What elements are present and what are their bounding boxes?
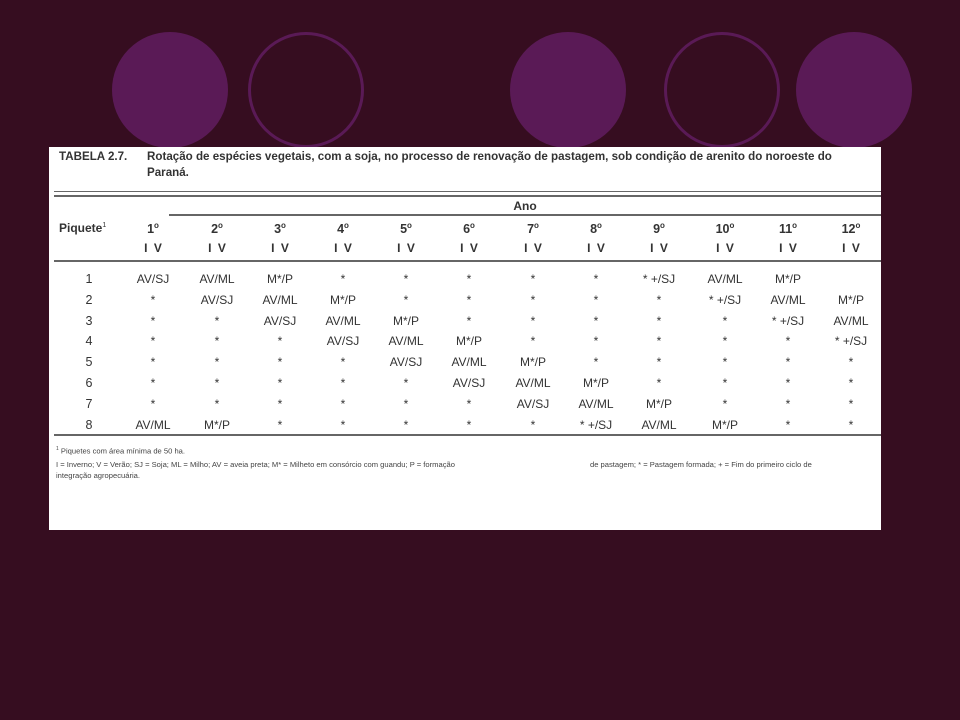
table-cell: M*/P <box>455 334 482 348</box>
year-ordinal: o <box>470 221 475 230</box>
table-cell: * +/SJ <box>642 272 676 286</box>
table-cell: * <box>593 293 599 307</box>
row-header-piquete <box>59 221 106 235</box>
table-cell: * <box>340 397 346 411</box>
year-ordinal: o <box>281 221 286 230</box>
table-cell: * <box>150 355 156 369</box>
table-cell: * <box>722 355 728 369</box>
row-label-5: 5 <box>85 355 93 369</box>
table-cell: * <box>530 293 536 307</box>
decor-circle-5 <box>796 32 912 148</box>
year-number: 6 <box>463 222 471 237</box>
table-cell: * <box>340 272 346 286</box>
table-cell: M*/P <box>645 397 672 411</box>
year-header-8 <box>566 221 626 236</box>
year-number: 3 <box>274 222 282 237</box>
year-number: 10 <box>715 222 730 237</box>
table-cell: * <box>785 334 791 348</box>
table-cell: * <box>340 376 346 390</box>
table-cell: * <box>277 397 283 411</box>
season-label-4: I V <box>334 241 352 255</box>
table-cell: * <box>403 272 409 286</box>
rule-top <box>54 195 881 197</box>
year-header-9 <box>629 221 689 236</box>
table-cell: * <box>214 376 220 390</box>
table-cell: * <box>466 418 472 432</box>
table-cell: * <box>466 272 472 286</box>
table-cell: * <box>150 293 156 307</box>
row-header-label: Piquete <box>59 221 103 235</box>
table-cell: AV/SJ <box>452 376 486 390</box>
table-cell: AV/ML <box>199 272 235 286</box>
table-cell: * <box>403 293 409 307</box>
rule-ano <box>169 214 881 216</box>
year-header-5 <box>376 221 436 236</box>
table-cell: * <box>150 334 156 348</box>
table-cell: * <box>530 418 536 432</box>
table-cell: AV/SJ <box>200 293 234 307</box>
table-cell: * <box>403 397 409 411</box>
table-cell: * +/SJ <box>771 314 805 328</box>
row-label-1: 1 <box>85 272 93 286</box>
table-cell: * <box>403 376 409 390</box>
season-label-5: I V <box>397 241 415 255</box>
year-header-12 <box>821 221 881 236</box>
table-cell: AV/SJ <box>136 272 170 286</box>
season-label-10: I V <box>716 241 734 255</box>
table-cell: * <box>277 334 283 348</box>
season-label-11: I V <box>779 241 797 255</box>
year-number: 8 <box>590 222 598 237</box>
row-label-6: 6 <box>85 376 93 390</box>
footnote-1 <box>56 444 185 457</box>
table-cell: AV/ML <box>578 397 614 411</box>
footnote-2-line-a: I = Inverno; V = Verão; SJ = Soja; ML = Milho; AV = aveia preta; M* = Milheto em consórcio com guandu; P = formação <box>56 460 455 469</box>
year-ordinal: o <box>218 221 223 230</box>
table-cell: AV/ML <box>135 418 171 432</box>
year-number: 4 <box>337 222 345 237</box>
row-label-2: 2 <box>85 293 93 307</box>
footnote-1-mark: 1 <box>56 446 59 452</box>
table-cell: * <box>656 334 662 348</box>
table-cell: * <box>848 355 854 369</box>
decor-circle-4 <box>664 32 780 148</box>
group-header-ano: Ano <box>513 199 537 213</box>
table-cell: * <box>150 376 156 390</box>
table-cell: M*/P <box>711 418 738 432</box>
table-cell: * <box>593 272 599 286</box>
year-ordinal: o <box>660 221 665 230</box>
year-header-6 <box>439 221 499 236</box>
year-header-11 <box>758 221 818 236</box>
table-cell: * <box>277 355 283 369</box>
table-cell: * <box>340 355 346 369</box>
table-cell: * +/SJ <box>579 418 613 432</box>
rule-top-thin <box>54 191 881 192</box>
table-cell: AV/SJ <box>326 334 360 348</box>
table-cell: AV/ML <box>388 334 424 348</box>
table-cell: M*/P <box>582 376 609 390</box>
table-cell: * <box>466 314 472 328</box>
caption-text: Rotação de espécies vegetais, com a soja, no processo de renovação de pastagem, sob condição de arenito do noroeste do Paraná. <box>147 150 832 179</box>
table-cell: * <box>656 376 662 390</box>
footnote-1-text: Piquetes com área mínima de 50 ha. <box>60 446 186 456</box>
table-cell: M*/P <box>774 272 801 286</box>
year-number: 9 <box>653 222 661 237</box>
year-header-7 <box>503 221 563 236</box>
year-number: 12 <box>841 222 856 237</box>
year-number: 1 <box>147 222 155 237</box>
table-cell: AV/ML <box>770 293 806 307</box>
table-cell: * <box>722 397 728 411</box>
year-ordinal: o <box>792 221 798 230</box>
row-header-note: 1 <box>102 222 107 229</box>
table-cell: * <box>593 334 599 348</box>
table-cell: * <box>656 293 662 307</box>
table-image <box>49 147 881 530</box>
table-cell: * <box>150 397 156 411</box>
table-cell: * <box>785 418 791 432</box>
table-cell: * <box>656 355 662 369</box>
table-cell: * <box>214 355 220 369</box>
season-label-6: I V <box>460 241 478 255</box>
table-cell: * <box>214 397 220 411</box>
year-number: 2 <box>211 222 219 237</box>
table-cell: * <box>150 314 156 328</box>
table-cell: M*/P <box>266 272 293 286</box>
table-cell: * <box>277 376 283 390</box>
rule-bottom <box>54 434 881 436</box>
table-cell: * <box>848 418 854 432</box>
table-cell: M*/P <box>392 314 419 328</box>
footnote-2-line-c: integração agropecuária. <box>56 471 141 480</box>
row-label-3: 3 <box>85 314 93 328</box>
season-label-3: I V <box>271 241 289 255</box>
season-label-12: I V <box>842 241 860 255</box>
table-cell: M*/P <box>519 355 546 369</box>
table-cell: * <box>593 314 599 328</box>
season-label-8: I V <box>587 241 605 255</box>
season-label-7: I V <box>524 241 542 255</box>
table-cell: * <box>214 314 220 328</box>
season-label-9: I V <box>650 241 668 255</box>
decor-circle-1 <box>112 32 228 148</box>
table-cell: * <box>656 314 662 328</box>
table-cell: * <box>466 397 472 411</box>
table-cell: * <box>785 397 791 411</box>
year-ordinal: o <box>407 221 412 230</box>
table-cell: * +/SJ <box>834 334 868 348</box>
table-cell: * <box>530 272 536 286</box>
rule-header-bottom <box>54 260 881 262</box>
table-cell: AV/ML <box>325 314 361 328</box>
table-cell: AV/SJ <box>389 355 423 369</box>
year-ordinal: o <box>154 221 159 230</box>
year-ordinal: o <box>729 221 735 230</box>
table-cell: M*/P <box>837 293 864 307</box>
row-label-4: 4 <box>85 334 93 348</box>
table-cell: * <box>214 334 220 348</box>
table-cell: * <box>403 418 409 432</box>
caption-number: TABELA 2.7. <box>59 150 128 163</box>
table-cell: AV/ML <box>641 418 677 432</box>
table-cell: * <box>785 355 791 369</box>
year-header-1 <box>123 221 183 236</box>
table-cell: * <box>848 376 854 390</box>
year-header-3 <box>250 221 310 236</box>
year-header-2 <box>187 221 247 236</box>
year-header-10 <box>695 221 755 236</box>
table-cell: M*/P <box>329 293 356 307</box>
footnote-2-line-b: de pastagem; * = Pastagem formada; + = Fim do primeiro ciclo de <box>590 460 812 469</box>
year-header-4 <box>313 221 373 236</box>
table-cell: AV/SJ <box>263 314 297 328</box>
table-cell: AV/ML <box>451 355 487 369</box>
season-label-1: I V <box>144 241 162 255</box>
year-ordinal: o <box>855 221 861 230</box>
table-cell: M*/P <box>203 418 230 432</box>
table-cell: * <box>340 418 346 432</box>
decor-circle-3 <box>510 32 626 148</box>
season-label-2: I V <box>208 241 226 255</box>
row-label-8: 8 <box>85 418 93 432</box>
table-cell: * <box>593 355 599 369</box>
table-cell: AV/ML <box>707 272 743 286</box>
table-cell: AV/ML <box>833 314 869 328</box>
table-cell: * <box>277 418 283 432</box>
table-cell: * <box>722 376 728 390</box>
table-cell: AV/ML <box>262 293 298 307</box>
year-ordinal: o <box>534 221 539 230</box>
table-cell: * <box>848 397 854 411</box>
table-cell: * <box>722 334 728 348</box>
table-cell: * <box>722 314 728 328</box>
table-cell: * <box>466 293 472 307</box>
year-number: 5 <box>400 222 408 237</box>
year-number: 7 <box>527 222 535 237</box>
year-ordinal: o <box>597 221 602 230</box>
year-ordinal: o <box>344 221 349 230</box>
table-cell: * <box>530 314 536 328</box>
table-cell: * <box>785 376 791 390</box>
decor-circle-2 <box>248 32 364 148</box>
row-label-7: 7 <box>85 397 93 411</box>
table-cell: AV/ML <box>515 376 551 390</box>
table-cell: * <box>530 334 536 348</box>
year-number: 11 <box>778 222 793 237</box>
table-cell: AV/SJ <box>516 397 550 411</box>
table-cell: * +/SJ <box>708 293 742 307</box>
